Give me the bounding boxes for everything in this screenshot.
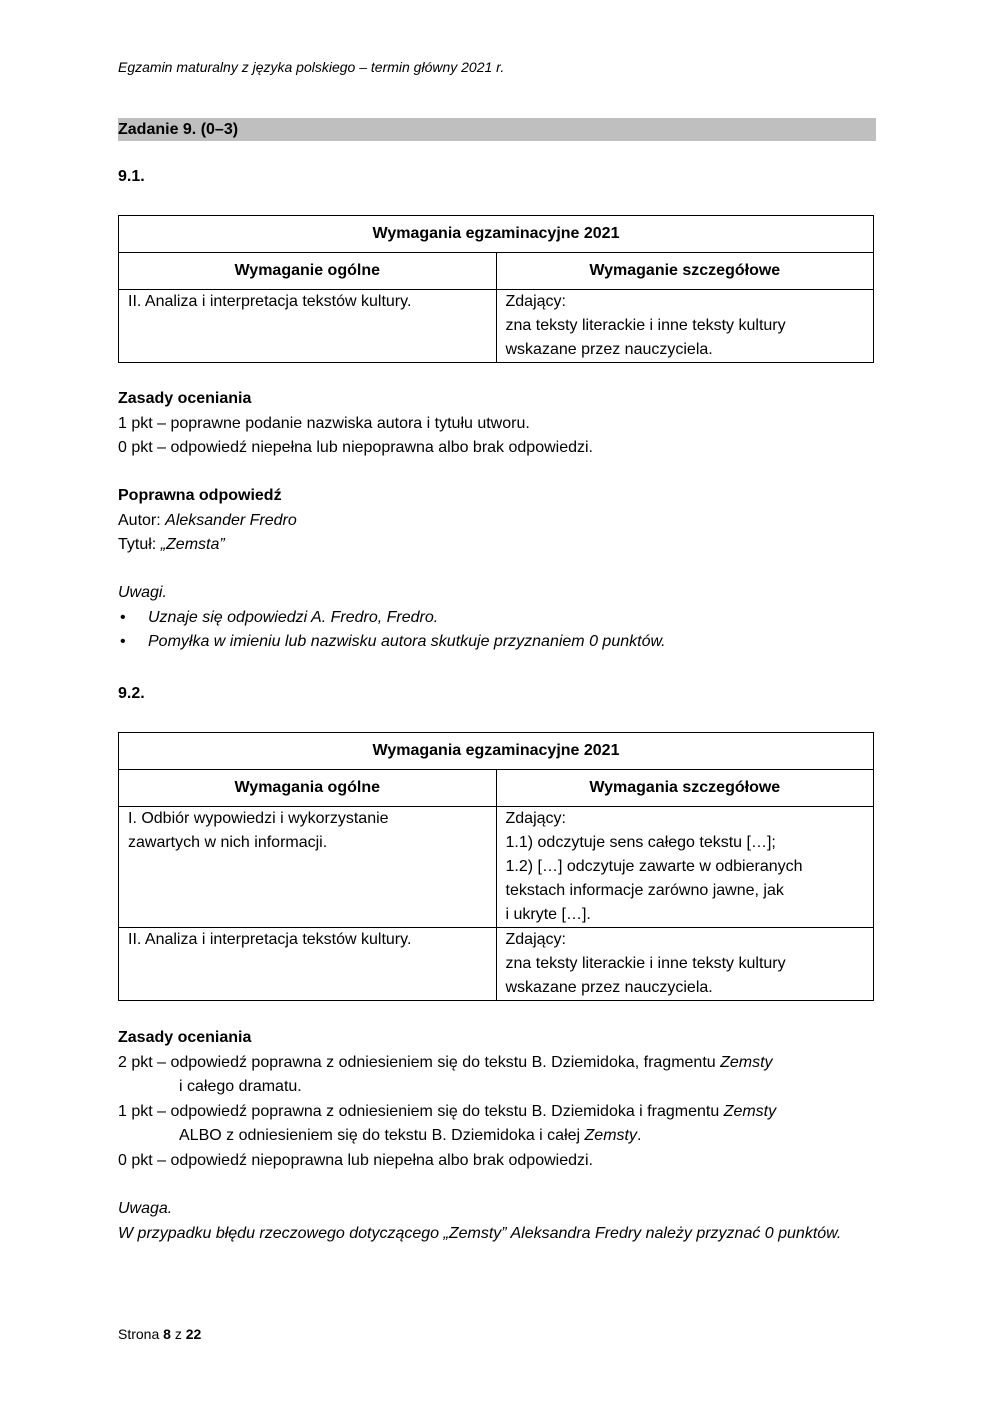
column-header-specific: Wymagania szczegółowe — [496, 770, 874, 807]
page-number: Strona 8 z 22 — [118, 1326, 202, 1342]
correct-answer-9-1 — [118, 484, 876, 558]
list-item: • Uznaje się odpowiedzi A. Fredro, Fredro. — [118, 606, 876, 631]
column-header-specific: Wymaganie szczegółowe — [496, 253, 874, 290]
task-heading: Zadanie 9. (0–3) — [118, 118, 876, 141]
rule-line: 2 pkt – odpowiedź poprawna z odniesieniem się do tekstu B. Dziemidoka, fragmentu Zemsty i całego dramatu. — [118, 1053, 773, 1095]
bullet-icon: • — [120, 608, 126, 626]
subtask-label-9-1: 9.1. — [118, 168, 145, 185]
requirements-table-9-1 — [118, 215, 874, 363]
section-heading: Zasady oceniania — [118, 1029, 252, 1046]
page-header: Egzamin maturalny z języka polskiego – termin główny 2021 r. — [118, 59, 505, 75]
table-title: Wymagania egzaminacyjne 2021 — [119, 733, 874, 770]
rule-line: 0 pkt – odpowiedź niepełna lub niepoprawna albo brak odpowiedzi. — [118, 439, 593, 456]
table-cell: Zdający: 1.1) odczytuje sens całego tekstu […]; 1.2) […] odczytuje zawarte w odbieranych tekstach informacje zarówno jawne, jak i ukryte […]. — [496, 807, 874, 928]
scoring-rules-9-2 — [118, 1026, 876, 1173]
answer-author: Autor: Aleksander Fredro — [118, 511, 297, 529]
note-heading: Uwaga. — [118, 1200, 173, 1217]
bullet-icon: • — [120, 633, 126, 650]
column-header-general: Wymagania ogólne — [119, 770, 497, 807]
scoring-rules-9-1 — [118, 387, 876, 461]
note-9-2 — [118, 1197, 876, 1246]
table-cell: Zdający: zna teksty literackie i inne teksty kultury wskazane przez nauczyciela. — [496, 928, 874, 1001]
table-cell: Zdający: zna teksty literackie i inne teksty kultury wskazane przez nauczyciela. — [496, 290, 874, 363]
table-cell: II. Analiza i interpretacja tekstów kultury. — [119, 290, 497, 363]
rule-line: 1 pkt – poprawne podanie nazwiska autora i tytułu utworu. — [118, 414, 530, 432]
rule-line: 0 pkt – odpowiedź niepoprawna lub niepełna albo brak odpowiedzi. — [118, 1151, 593, 1169]
list-item: • Pomyłka w imieniu lub nazwisku autora skutkuje przyznaniem 0 punktów. — [118, 630, 876, 655]
section-heading: Poprawna odpowiedź — [118, 487, 282, 504]
section-heading: Zasady oceniania — [118, 390, 252, 407]
notes-9-1 — [118, 581, 876, 655]
notes-heading: Uwagi. — [118, 584, 167, 601]
table-cell: II. Analiza i interpretacja tekstów kultury. — [119, 928, 497, 1001]
column-header-general: Wymaganie ogólne — [119, 253, 497, 290]
subtask-label-9-2: 9.2. — [118, 685, 145, 702]
requirements-table-9-2 — [118, 732, 874, 1001]
answer-title: Tytuł: „Zemsta” — [118, 536, 225, 553]
note-text: W przypadku błędu rzeczowego dotyczącego „Zemsty” Aleksandra Fredry należy przyznać 0 punktów. — [118, 1224, 842, 1242]
table-title: Wymagania egzaminacyjne 2021 — [119, 216, 874, 253]
table-cell: I. Odbiór wypowiedzi i wykorzystanie zawartych w nich informacji. — [119, 807, 497, 928]
rule-line: 1 pkt – odpowiedź poprawna z odniesieniem się do tekstu B. Dziemidoka i fragmentu Zemsty ALBO z odniesieniem się do tekstu B. Dziemidoka i całej Zemsty. — [118, 1102, 777, 1144]
